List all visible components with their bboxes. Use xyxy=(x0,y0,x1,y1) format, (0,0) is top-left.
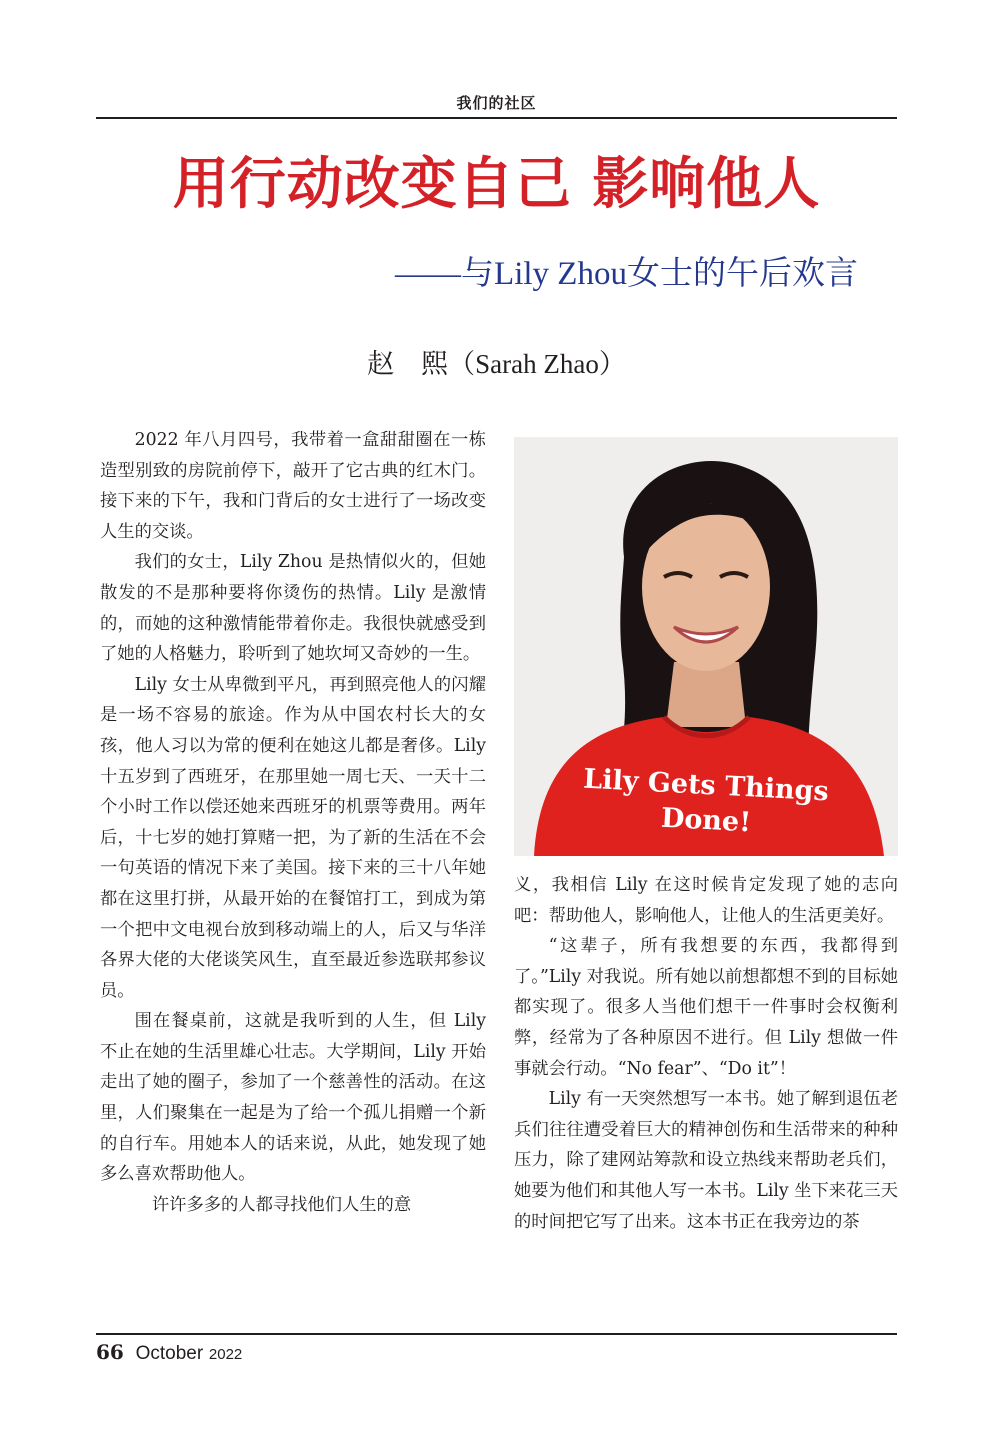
paragraph: 我们的女士，Lily Zhou 是热情似火的，但她散发的不是那种要将你烫伤的热情。Lily 是激情的，而她的这种激情能带着你走。我很快就感受到了她的人格魅力，聆听到了她坎坷又奇妙的一生。 xyxy=(100,552,486,665)
left-column xyxy=(100,425,486,1220)
paragraph: 义，我相信 Lily 在这时候肯定发现了她的志向吧：帮助他人，影响他人，让他人的生活更美好。 xyxy=(514,875,898,926)
page-footer xyxy=(96,1340,242,1365)
shirt-text-line1: Lily Gets Things xyxy=(582,763,830,808)
paragraph: 围在餐桌前，这就是我听到的人生，但 Lily 不止在她的生活里雄心壮志。大学期间，Lily 开始走出了她的圈子，参加了一个慈善性的活动。在这里，人们聚集在一起是为了给一个孤儿捐赠一个新的自行车。用她本人的话来说，从此，她发现了她多么喜欢帮助他人。 xyxy=(100,1011,486,1185)
section-label: 我们的社区 xyxy=(456,94,537,112)
article-byline: 赵 熙（Sarah Zhao） xyxy=(367,349,626,379)
bottom-rule xyxy=(96,1333,897,1335)
paragraph: 许许多多的人都寻找他们人生的意 xyxy=(151,1194,412,1215)
paragraph: Lily 女士从卑微到平凡，再到照亮他人的闪耀是一场不容易的旅途。作为从中国农村长大的女孩，他人习以为常的便利在她这儿都是奢侈。Lily 十五岁到了西班牙，在那里她一周七天、一天十二个小时工作以偿还她来西班牙的机票等费用。两年后，十七岁的她打算赌一把，为了新的生活在不会一句英语的情况下来了美国。接下来的三十八年她都在这里打拼，从最开始的在餐馆打工，到成为第一个把中文电视台放到移动端上的人，后又与华洋各界大佬的大佬谈笑风生，直至最近参选联邦参议员。 xyxy=(100,674,486,1001)
page-number: 66 xyxy=(96,1340,124,1364)
right-column xyxy=(514,870,898,1237)
paragraph: “这辈子，所有我想要的东西，我都得到了。”Lily 对我说。所有她以前想都想不到的目标她都实现了。很多人当他们想干一件事时会权衡利弊，经常为了各种原因不进行。但 Lily 想做一件事就会行动。“No fear”、“Do it”！ xyxy=(514,936,898,1079)
article-subtitle: ——与Lily Zhou女士的午后欢言 xyxy=(395,256,858,292)
footer-year: 2022 xyxy=(208,1346,243,1363)
article-title: 用行动改变自己 影响他人 xyxy=(172,152,821,217)
shirt-text-line2: Done! xyxy=(660,802,752,839)
footer-month: October xyxy=(135,1343,204,1364)
paragraph: 2022 年八月四号，我带着一盒甜甜圈在一栋造型别致的房院前停下，敲开了它古典的红木门。接下来的下午，我和门背后的女士进行了一场改变人生的交谈。 xyxy=(100,430,486,542)
top-rule xyxy=(96,117,897,119)
paragraph: Lily 有一天突然想写一本书。她了解到退伍老兵们往往遭受着巨大的精神创伤和生活带来的种种压力，除了建网站筹款和设立热线来帮助老兵们，她要为他们和其他人写一本书。Lily 坐下来花三天的时间把它写了出来。这本书正在我旁边的茶 xyxy=(514,1089,898,1232)
